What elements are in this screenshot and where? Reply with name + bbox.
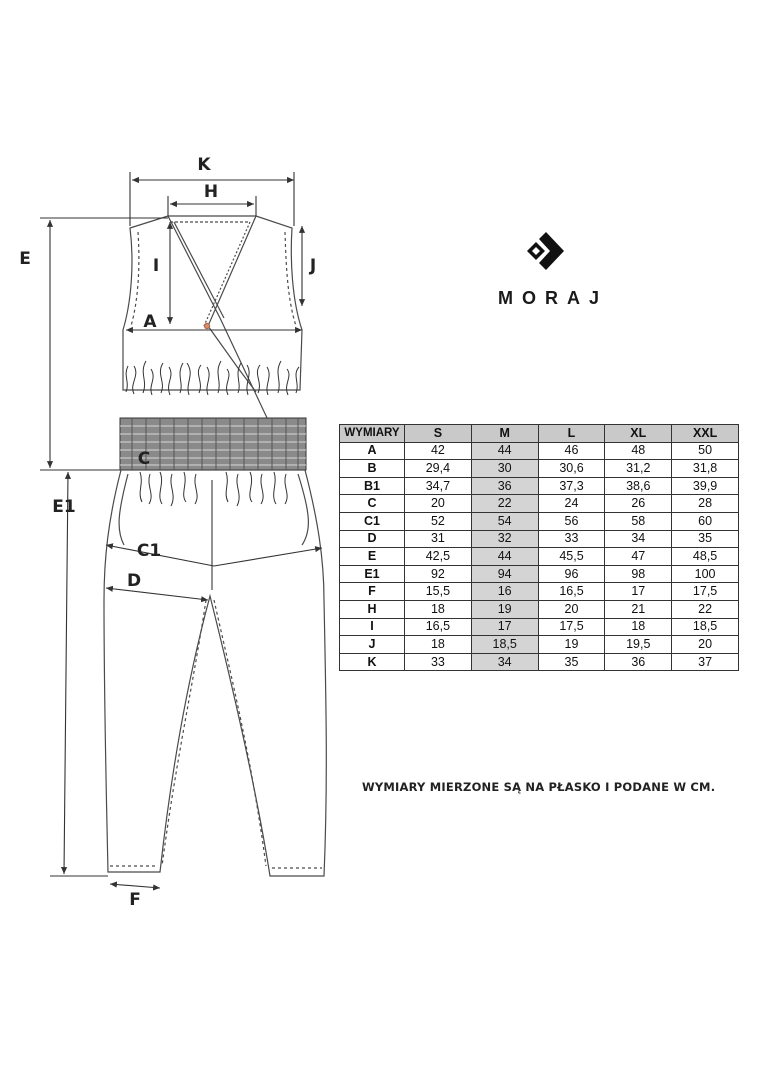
table-cell: 16,5 [405, 618, 472, 636]
row-label: H [340, 600, 405, 618]
label-J: J [309, 256, 317, 276]
row-label: B [340, 460, 405, 478]
table-cell: 48,5 [672, 548, 739, 566]
label-I: I [152, 256, 160, 276]
size-header: M [471, 425, 538, 443]
size-header: XL [605, 425, 672, 443]
row-label: C1 [340, 512, 405, 530]
table-cell: 96 [538, 565, 605, 583]
label-A: A [143, 312, 157, 332]
table-cell: 94 [471, 565, 538, 583]
table-row [340, 442, 739, 460]
table-cell: 45,5 [538, 548, 605, 566]
table-cell: 17,5 [538, 618, 605, 636]
table-cell: 34 [471, 653, 538, 671]
row-label: E1 [340, 565, 405, 583]
table-row [340, 600, 739, 618]
table-row [340, 636, 739, 654]
table-cell: 60 [672, 512, 739, 530]
table-cell: 18 [405, 636, 472, 654]
table-cell: 42,5 [405, 548, 472, 566]
table-cell: 44 [471, 548, 538, 566]
label-C1: C1 [136, 541, 162, 561]
label-E1: E1 [52, 497, 76, 517]
jumpsuit-trousers [104, 470, 326, 876]
table-cell: 98 [605, 565, 672, 583]
moraj-logo-icon [526, 228, 574, 274]
table-cell: 44 [471, 442, 538, 460]
row-label: B1 [340, 477, 405, 495]
table-cell: 22 [471, 495, 538, 513]
label-K: K [197, 155, 211, 175]
table-cell: 37,3 [538, 477, 605, 495]
table-row [340, 477, 739, 495]
table-cell: 24 [538, 495, 605, 513]
table-cell: 32 [471, 530, 538, 548]
table-row [340, 618, 739, 636]
table-cell: 18 [405, 600, 472, 618]
table-cell: 29,4 [405, 460, 472, 478]
brand-logo [470, 228, 630, 309]
table-cell: 18 [605, 618, 672, 636]
row-label: D [340, 530, 405, 548]
table-cell: 15,5 [405, 583, 472, 601]
table-row [340, 583, 739, 601]
table-cell: 30 [471, 460, 538, 478]
table-cell: 16 [471, 583, 538, 601]
table-cell: 42 [405, 442, 472, 460]
table-cell: 20 [405, 495, 472, 513]
table-cell: 33 [538, 530, 605, 548]
table-row [340, 495, 739, 513]
label-C: C [137, 449, 151, 469]
table-cell: 31,2 [605, 460, 672, 478]
table-cell: 30,6 [538, 460, 605, 478]
row-label: C [340, 495, 405, 513]
size-table-header [340, 425, 739, 443]
size-header: L [538, 425, 605, 443]
row-label: K [340, 653, 405, 671]
table-cell: 16,5 [538, 583, 605, 601]
table-cell: 56 [538, 512, 605, 530]
table-cell: 38,6 [605, 477, 672, 495]
table-cell: 48 [605, 442, 672, 460]
table-cell: 47 [605, 548, 672, 566]
table-cell: 33 [405, 653, 472, 671]
label-D: D [126, 571, 142, 591]
table-cell: 26 [605, 495, 672, 513]
table-cell: 35 [538, 653, 605, 671]
table-cell: 36 [605, 653, 672, 671]
label-H: H [203, 182, 219, 202]
table-cell: 17 [605, 583, 672, 601]
row-label: I [340, 618, 405, 636]
table-row [340, 530, 739, 548]
table-cell: 20 [538, 600, 605, 618]
size-header: XXL [672, 425, 739, 443]
table-cell: 28 [672, 495, 739, 513]
table-cell: 21 [605, 600, 672, 618]
table-cell: 17,5 [672, 583, 739, 601]
brand-name: MORAJ [497, 288, 608, 308]
table-cell: 36 [471, 477, 538, 495]
table-cell: 34 [605, 530, 672, 548]
table-cell: 31,8 [672, 460, 739, 478]
table-row [340, 653, 739, 671]
table-row [340, 548, 739, 566]
row-label: J [340, 636, 405, 654]
table-cell: 19 [538, 636, 605, 654]
table-row [340, 565, 739, 583]
table-cell: 19 [471, 600, 538, 618]
measurement-note: WYMIARY MIERZONE SĄ NA PŁASKO I PODANE W CM. [362, 780, 716, 794]
size-table [339, 424, 739, 671]
table-cell: 50 [672, 442, 739, 460]
table-cell: 100 [672, 565, 739, 583]
table-row [340, 512, 739, 530]
table-cell: 18,5 [471, 636, 538, 654]
label-E: E [19, 249, 31, 269]
size-header: S [405, 425, 472, 443]
table-cell: 35 [672, 530, 739, 548]
table-cell: 39,9 [672, 477, 739, 495]
table-cell: 58 [605, 512, 672, 530]
row-label: A [340, 442, 405, 460]
table-cell: 34,7 [405, 477, 472, 495]
table-cell: 20 [672, 636, 739, 654]
row-label: E [340, 548, 405, 566]
table-cell: 19,5 [605, 636, 672, 654]
label-F: F [129, 890, 141, 910]
header-label: WYMIARY [340, 425, 405, 443]
table-cell: 18,5 [672, 618, 739, 636]
table-cell: 22 [672, 600, 739, 618]
table-cell: 31 [405, 530, 472, 548]
table-cell: 37 [672, 653, 739, 671]
table-cell: 46 [538, 442, 605, 460]
table-row [340, 460, 739, 478]
table-cell: 92 [405, 565, 472, 583]
row-label: F [340, 583, 405, 601]
table-cell: 17 [471, 618, 538, 636]
table-cell: 54 [471, 512, 538, 530]
table-cell: 52 [405, 512, 472, 530]
